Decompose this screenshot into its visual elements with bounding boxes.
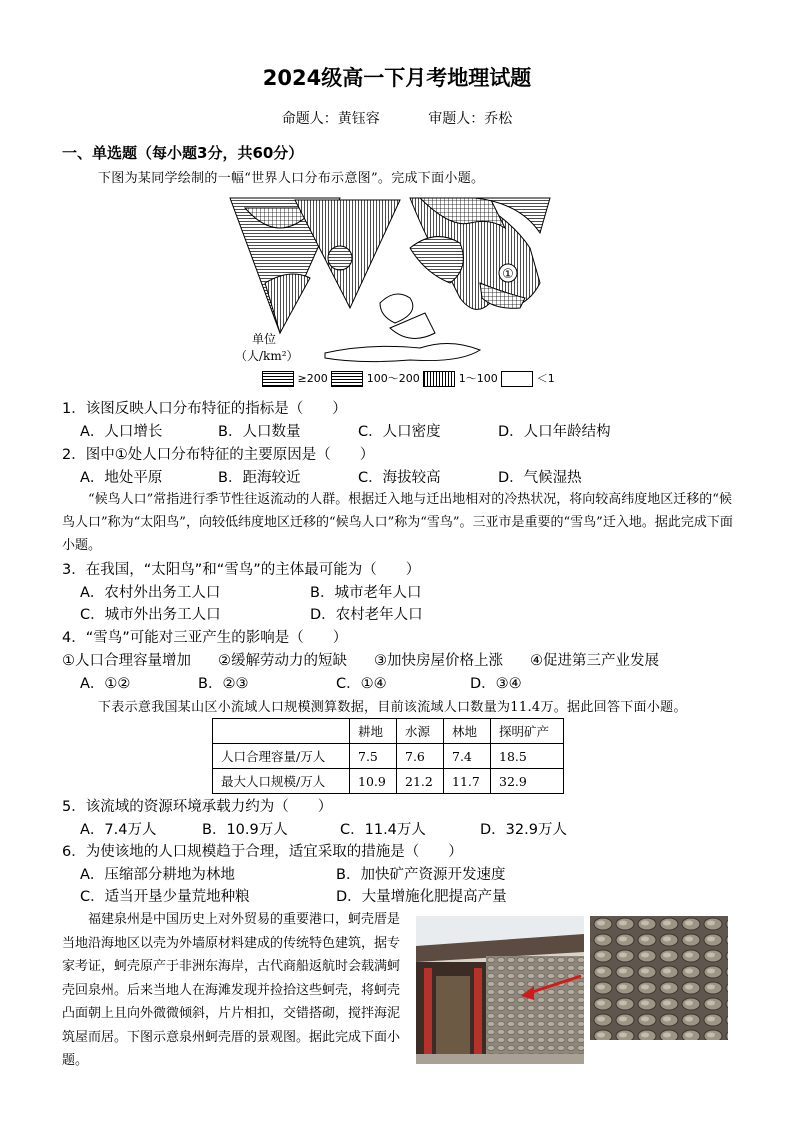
- q4-stem: 4．“雪鸟”可能对三亚产生的影响是（ ）: [62, 630, 348, 646]
- q1-option-c[interactable]: C．人口密度: [358, 424, 441, 440]
- legend-swatch-low: [501, 371, 533, 387]
- table-header-cell: 耕地: [350, 719, 397, 744]
- q4-item-4: ④促进第三产业发展: [530, 653, 659, 669]
- q4-option-b[interactable]: B．②③: [198, 676, 249, 692]
- table-cell: 人口合理容量/万人: [213, 744, 350, 769]
- q5-option-b[interactable]: B．10.9万人: [202, 822, 288, 838]
- q6-stem: 6．为使该地的人口规模趋于合理，适宜采取的措施是（ ）: [62, 844, 463, 860]
- legend-swatch-high: [331, 371, 363, 387]
- legend-label-1: ≥200: [297, 372, 328, 385]
- q2-option-b[interactable]: B．距海较近: [218, 470, 301, 486]
- q3-option-c[interactable]: C．城市外出务工人口: [80, 607, 221, 623]
- table-cell: 10.9: [350, 769, 397, 794]
- q5-option-d[interactable]: D．32.9万人: [480, 822, 567, 838]
- table-header-cell: 水源: [397, 719, 444, 744]
- q2-stem: 2．图中①处人口分布特征的主要原因是（ ）: [62, 447, 375, 463]
- q3-stem: 3．在我国，“太阳鸟”和“雪鸟”的主体最可能为（ ）: [62, 562, 421, 578]
- q2-option-c[interactable]: C．海拔较高: [358, 470, 441, 486]
- red-couplet-right: [474, 968, 482, 1058]
- reviewer: 审题人：乔松: [428, 111, 513, 127]
- legend-swatch-dense: [262, 371, 294, 387]
- map-legend: [262, 370, 555, 387]
- q4-option-d[interactable]: D．③④: [470, 676, 522, 692]
- q6-option-b[interactable]: B．加快矿产资源开发速度: [336, 867, 506, 883]
- table-cell: 32.9: [491, 769, 564, 794]
- q1-stem: 1．该图反映人口分布特征的指标是（ ）: [62, 401, 347, 417]
- setter: 命题人：黄钰容: [281, 111, 380, 127]
- passage-oyster-house: 福建泉州是中国历史上对外贸易的重要港口，蚵壳厝是当地沿海地区以壳为外墙原材料建成的传统特色建筑，据专家考证，蚵壳原产于非洲东海岸，古代商船返航时会载满蚵壳回泉州。后来当地人在海滩发现并捡拾这些蚵壳，将蚵壳凸面朝上且向外微微倾斜，片片相扣，交错搭砌，搅拌海泥筑屋而居。下图示意泉州蚵壳厝的景观图。据此完成下面小题。: [62, 912, 401, 1068]
- q5-option-c[interactable]: C．11.4万人: [340, 822, 426, 838]
- table-cell: 7.5: [350, 744, 397, 769]
- red-couplet-left: [424, 968, 432, 1058]
- table-cell: 11.7: [444, 769, 491, 794]
- table-row: [213, 769, 564, 794]
- table-row: [213, 744, 564, 769]
- q1-option-d[interactable]: D．人口年龄结构: [498, 424, 611, 440]
- table-header-cell: [213, 719, 350, 744]
- table-header-cell: 林地: [444, 719, 491, 744]
- q2-option-d[interactable]: D．气候湿热: [498, 470, 582, 486]
- legend-label-3: 1～100: [458, 372, 498, 385]
- table-cell: 18.5: [491, 744, 564, 769]
- population-table: [212, 718, 564, 794]
- shell-closeup: [590, 916, 728, 1040]
- q3-option-a[interactable]: A．农村外出务工人口: [80, 585, 221, 601]
- map-marker-1: ①: [502, 267, 514, 282]
- map-unit-label-2: （人/km²）: [235, 349, 299, 363]
- oyster-house-photo: [416, 916, 728, 1064]
- q3-option-d[interactable]: D．农村老年人口: [310, 607, 423, 623]
- q4-item-1: ①人口合理容量增加: [62, 653, 191, 669]
- page-title: 2024级高一下月考地理试题: [262, 66, 532, 90]
- table-header-cell: 探明矿产: [491, 719, 564, 744]
- legend-swatch-mid: [423, 371, 455, 387]
- table-cell: 21.2: [397, 769, 444, 794]
- q1-option-b[interactable]: B．人口数量: [218, 424, 301, 440]
- q6-option-a[interactable]: A．压缩部分耕地为林地: [80, 867, 235, 883]
- map-unit-label: 单位: [252, 332, 277, 346]
- q2-option-a[interactable]: A．地处平原: [80, 470, 163, 486]
- q3-option-b[interactable]: B．城市老年人口: [310, 585, 422, 601]
- intro-migrant: “候鸟人口”常指进行季节性往返流动的人群。根据迁入地与迁出地相对的冷热状况，将向较高纬度地区迁移的“候鸟人口”称为“太阳鸟”，向较低纬度地区迁移的“候鸟人口”称为“雪鸟”。三亚市是重要的“雪鸟”迁入地。据此完成下面小题。: [62, 492, 733, 553]
- q6-option-d[interactable]: D．大量增施化肥提高产量: [336, 889, 507, 905]
- table-cell: 最大人口规模/万人: [213, 769, 350, 794]
- q4-item-3: ③加快房屋价格上涨: [374, 653, 503, 669]
- q5-option-a[interactable]: A．7.4万人: [80, 822, 157, 838]
- intro-map: 下图为某同学绘制的一幅“世界人口分布示意图”。完成下面小题。: [98, 171, 485, 186]
- table-cell: 7.6: [397, 744, 444, 769]
- legend-label-4: ＜1: [536, 372, 555, 385]
- q4-option-a[interactable]: A．①②: [80, 676, 131, 692]
- table-header-row: [213, 719, 564, 744]
- authors-line: [0, 108, 794, 128]
- q6-option-c[interactable]: C．适当开垦少量荒地种粮: [80, 889, 250, 905]
- legend-label-2: 100～200: [366, 372, 420, 385]
- q4-item-2: ②缓解劳动力的短缺: [218, 653, 347, 669]
- intro-table: 下表示意我国某山区小流域人口规模测算数据，目前该流域人口数量为11.4万。据此回答下面小题。: [98, 700, 687, 715]
- q5-stem: 5．该流域的资源环境承载力约为（ ）: [62, 799, 333, 815]
- section-heading: 一、单选题（每小题3分，共60分）: [62, 144, 304, 162]
- q1-option-a[interactable]: A．人口增长: [80, 424, 163, 440]
- table-cell: 7.4: [444, 744, 491, 769]
- q4-option-c[interactable]: C．①④: [336, 676, 387, 692]
